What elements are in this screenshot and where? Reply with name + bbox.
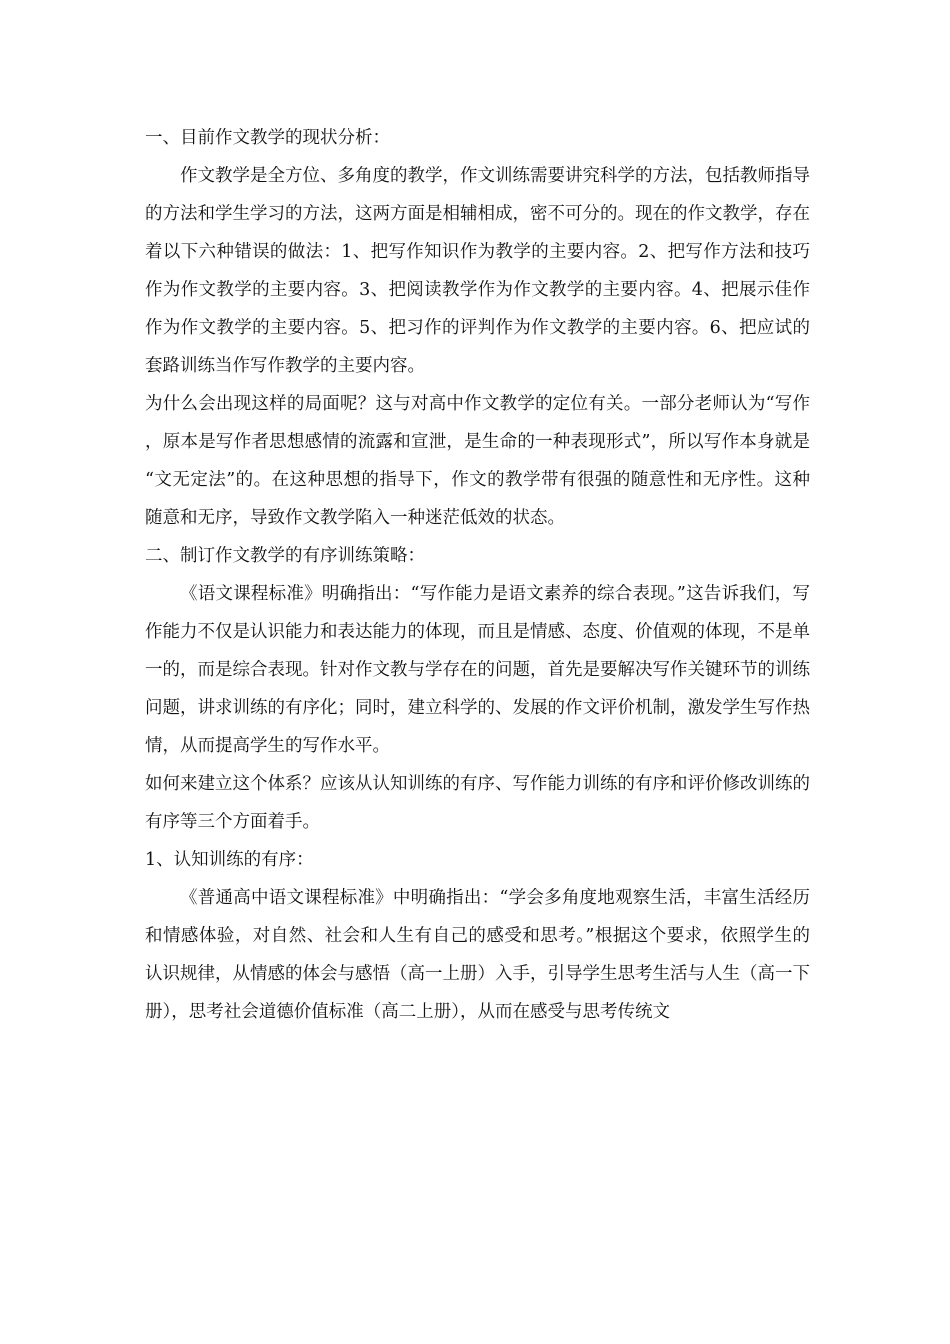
section-heading-2: 二、制订作文教学的有序训练策略：	[145, 546, 425, 566]
section-heading-1: 一、目前作文教学的现状分析：	[145, 128, 390, 148]
paragraph-curriculum-standard: 《语文课程标准》明确指出：“写作能力是语文素养的综合表现。”这告诉我们，写作能力不仅是认识能力和表达能力的体现，而且是情感、态度、价值观的体现，不是单一的，而是综合表现。针对作文教与学存在的问题，首先是要解决写作关键环节的训练问题，讲求训练的有序化；同时，建立科学的、发展的作文评价机制，激发学生写作热情，从而提高学生的写作水平。	[145, 584, 810, 756]
paragraph-cognitive-training: 《普通高中语文课程标准》中明确指出：“学会多角度地观察生活，丰富生活经历和情感体验，对自然、社会和人生有自己的感受和思考。”根据这个要求，依照学生的认识规律，从情感的体会与感悟（高一上册）入手，引导学生思考生活与人生（高一下册），思考社会道德价值标准（高二上册），从而在感受与思考传统文	[145, 888, 810, 1022]
paragraph-how-to-build: 如何来建立这个体系？应该从认知训练的有序、写作能力训练的有序和评价修改训练的有序等三个方面着手。	[145, 774, 810, 832]
paragraph-why: 为什么会出现这样的局面呢？这与对高中作文教学的定位有关。一部分老师认为“写作，原本是写作者思想感情的流露和宣泄，是生命的一种表现形式”，所以写作本身就是“文无定法”的。在这种思想的指导下，作文的教学带有很强的随意性和无序性。这种随意和无序，导致作文教学陷入一种迷茫低效的状态。	[145, 394, 810, 528]
document-body	[145, 119, 810, 1031]
paragraph-current-situation: 作文教学是全方位、多角度的教学，作文训练需要讲究科学的方法，包括教师指导的方法和学生学习的方法，这两方面是相辅相成，密不可分的。现在的作文教学，存在着以下六种错误的做法：1、把写作知识作为教学的主要内容。2、把写作方法和技巧作为作文教学的主要内容。3、把阅读教学作为作文教学的主要内容。4、把展示佳作作为作文教学的主要内容。5、把习作的评判作为作文教学的主要内容。6、把应试的套路训练当作写作教学的主要内容。	[145, 166, 810, 376]
subsection-heading-1: 1、认知训练的有序：	[145, 850, 314, 870]
